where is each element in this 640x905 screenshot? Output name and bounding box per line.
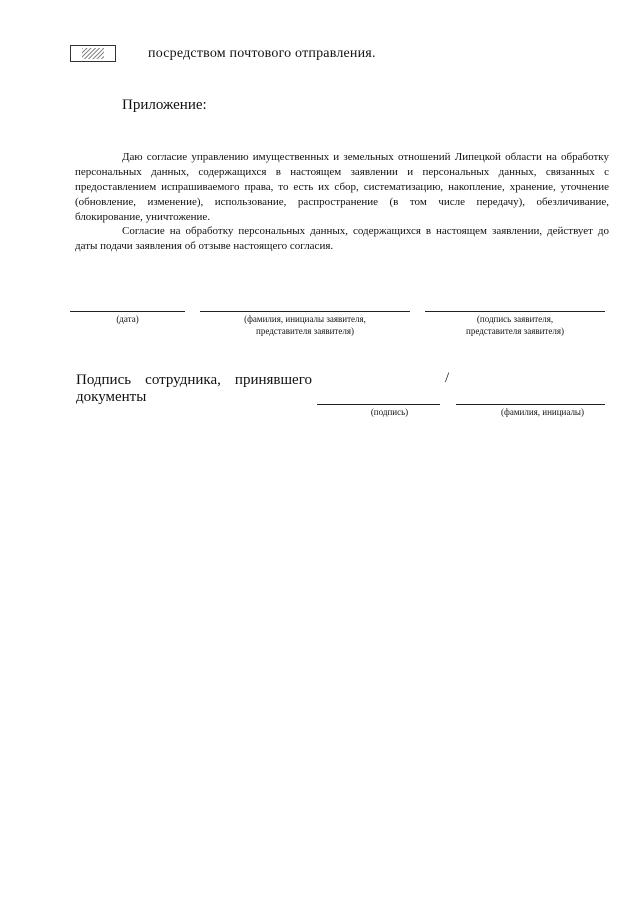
staff-signature-label-1: Подпись сотрудника, принявшего xyxy=(76,372,312,388)
staff-name-line[interactable] xyxy=(456,404,605,405)
date-line[interactable] xyxy=(70,311,185,312)
staff-name-caption: (фамилия, инициалы) xyxy=(501,407,584,417)
staff-signature-line[interactable] xyxy=(317,404,440,405)
staff-signature-label-2: документы xyxy=(76,389,147,405)
applicant-signature-caption-2: представителя заявителя) xyxy=(466,326,564,336)
staff-signature-caption: (подпись) xyxy=(370,407,409,417)
appendix-title: Приложение: xyxy=(122,97,207,113)
applicant-name-caption-1: (фамилия, инициалы заявителя, xyxy=(244,314,366,324)
delivery-option-label: посредством почтового отправления. xyxy=(148,46,376,61)
applicant-signature-line[interactable] xyxy=(425,311,605,312)
hatched-checkbox-icon xyxy=(82,48,104,59)
consent-paragraph-1: Даю согласие управлению имущественных и земельных отношений Липецкой области на обработку персональных данных, содержащихся в настоящем заявлении и персональных данных, связанных с предоставлением испрашиваемого права, то есть их сбор, систематизацию, накопление, хранение, уточнение (обновление, изменение), использование, распространение (в том числе передачу), обезличивание, блокирование, уничтожение. xyxy=(75,151,609,223)
applicant-name-caption-2: представителя заявителя) xyxy=(256,326,354,336)
signature-separator: / xyxy=(445,370,450,386)
applicant-name-line[interactable] xyxy=(200,311,410,312)
date-caption: (дата) xyxy=(116,314,139,324)
applicant-signature-caption-1: (подпись заявителя, xyxy=(476,314,554,324)
delivery-checkbox[interactable] xyxy=(70,45,116,62)
consent-paragraph-2: Согласие на обработку персональных данных, содержащихся в настоящем заявлении, действует до даты подачи заявления об отзыве настоящего согласия. xyxy=(75,225,609,252)
